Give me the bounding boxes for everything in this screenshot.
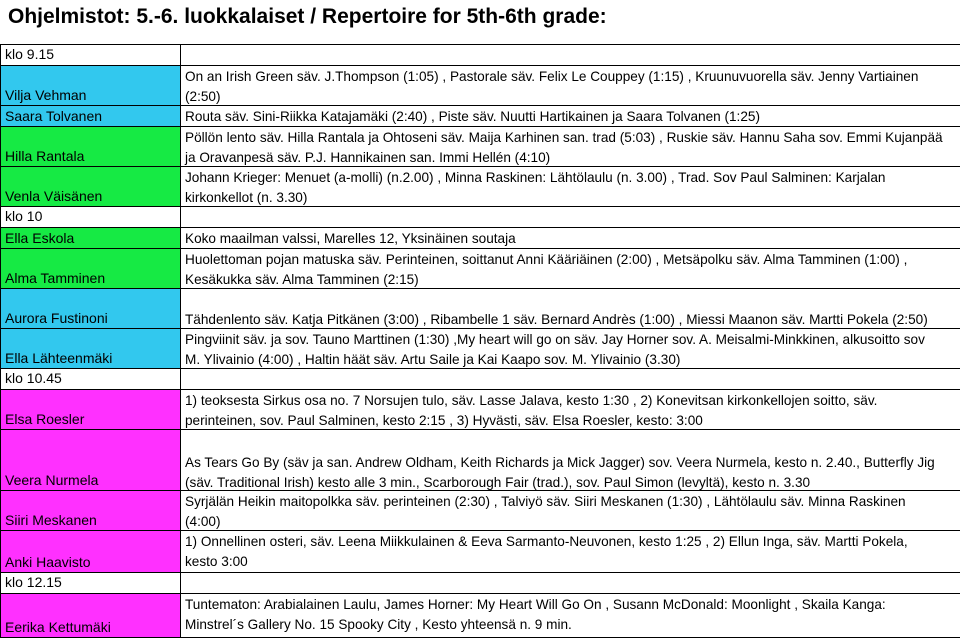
repertoire-cell: Syrjälän Heikin maitopolkka säv. perinteinen (2:30) , Talviyö säv. Siiri Meskanen (1:30) , Lähtölaulu säv. Minna Raskinen (4:00) bbox=[180, 490, 960, 531]
repertoire-cell: As Tears Go By (säv ja san. Andrew Oldham, Keith Richards ja Mick Jagger) sov. Veera Nurmela, kesto n. 2.40., Butterfly Jig (säv. Traditional Irish) kesto alle 3 min., Scarborough Fair (trad.), sov. Paul Simon (levyltä), kesto n. 3.30 bbox=[180, 429, 960, 491]
performer-cell: Ella Eskola bbox=[0, 227, 181, 249]
blank-cell bbox=[180, 572, 960, 594]
performer-cell: Eerika Kettumäki bbox=[0, 593, 181, 638]
time-slot: klo 12.15 bbox=[0, 572, 181, 594]
performer-cell: Alma Tamminen bbox=[0, 248, 181, 289]
performer-cell: Veera Nurmela bbox=[0, 429, 181, 491]
performer-cell: Ella Lähteenmäki bbox=[0, 328, 181, 369]
performer-cell: Anki Haavisto bbox=[0, 530, 181, 573]
performer-cell: Aurora Fustinoni bbox=[0, 288, 181, 329]
performer-cell: Elsa Roesler bbox=[0, 389, 181, 430]
time-slot: klo 10.45 bbox=[0, 368, 181, 390]
blank-cell bbox=[180, 206, 960, 228]
performer-cell: Siiri Meskanen bbox=[0, 490, 181, 531]
repertoire-cell: Koko maailman valssi, Marelles 12, Yksinäinen soutaja bbox=[180, 227, 960, 249]
repertoire-cell: 1) teoksesta Sirkus osa no. 7 Norsujen tulo, säv. Lasse Jalava, kesto 1:30 , 2) Konevitsan kirkonkellojen soitto, säv. perinteinen, sov. Paul Salminen, kesto 2:15 , 3) Hyvästi, säv. Elsa Roesler, kesto: 3:00 bbox=[180, 389, 960, 430]
time-slot: klo 9.15 bbox=[0, 44, 181, 66]
repertoire-cell: Pingviinit säv. ja sov. Tauno Marttinen (1:30) ,My heart will go on säv. Jay Horner sov. A. Meisalmi-Minkkinen, alkusoitto sov M. Ylivainio (4:00) , Haltin häät säv. Artu Saile ja Kai Kaapo sov. M. Ylivainio (3.30) bbox=[180, 328, 960, 369]
performer-cell: Hilla Rantala bbox=[0, 126, 181, 167]
repertoire-cell: On an Irish Green säv. J.Thompson (1:05) , Pastorale säv. Felix Le Couppey (1:15) , Kruunuvuorella säv. Jenny Vartiainen (2:50) bbox=[180, 65, 960, 106]
repertoire-cell: 1) Onnellinen osteri, säv. Leena Miikkulainen & Eeva Sarmanto-Neuvonen, kesto 1:25 , 2) Ellun Inga, säv. Martti Pokela, kesto 3:00 bbox=[180, 530, 960, 573]
performer-cell: Saara Tolvanen bbox=[0, 105, 181, 127]
repertoire-cell: Huolettoman pojan matuska säv. Perinteinen, soittanut Anni Kääriäinen (2:00) , Metsäpolku säv. Alma Tamminen (1:00) , Kesäkukka säv. Alma Tamminen (2:15) bbox=[180, 248, 960, 289]
repertoire-cell: Pöllön lento säv. Hilla Rantala ja Ohtoseni säv. Maija Karhinen san. trad (5:03) , Ruskie säv. Hannu Saha sov. Emmi Kujanpää ja Oravanpesä säv. P.J. Hannikainen san. Immi Hellén (4:10) bbox=[180, 126, 960, 167]
performer-cell: Vilja Vehman bbox=[0, 65, 181, 106]
performer-cell: Venla Väisänen bbox=[0, 166, 181, 207]
repertoire-cell: Tähdenlento säv. Katja Pitkänen (3:00) , Ribambelle 1 säv. Bernard Andrès (1:00) , Miessi Maanon säv. Martti Pokela (2:50) bbox=[180, 288, 960, 329]
repertoire-cell: Tuntematon: Arabialainen Laulu, James Horner: My Heart Will Go On , Susann McDonald: Moonlight , Skaila Kanga: Minstrel´s Gallery No. 15 Spooky City , Kesto yhteensä n. 9 min. bbox=[180, 593, 960, 638]
blank-cell bbox=[180, 368, 960, 390]
blank-cell bbox=[180, 44, 960, 66]
repertoire-cell: Johann Krieger: Menuet (a-molli) (n.2.00) , Minna Raskinen: Lähtölaulu (n. 3.00) , Trad. Sov Paul Salminen: Karjalan kirkonkellot (n. 3.30) bbox=[180, 166, 960, 207]
repertoire-cell: Routa säv. Sini-Riikka Katajamäki (2:40) , Piste säv. Nuutti Hartikainen ja Saara Tolvanen (1:25) bbox=[180, 105, 960, 127]
page-title: Ohjelmistot: 5.-6. luokkalaiset / Repertoire for 5th-6th grade: bbox=[8, 5, 607, 28]
time-slot: klo 10 bbox=[0, 206, 181, 228]
